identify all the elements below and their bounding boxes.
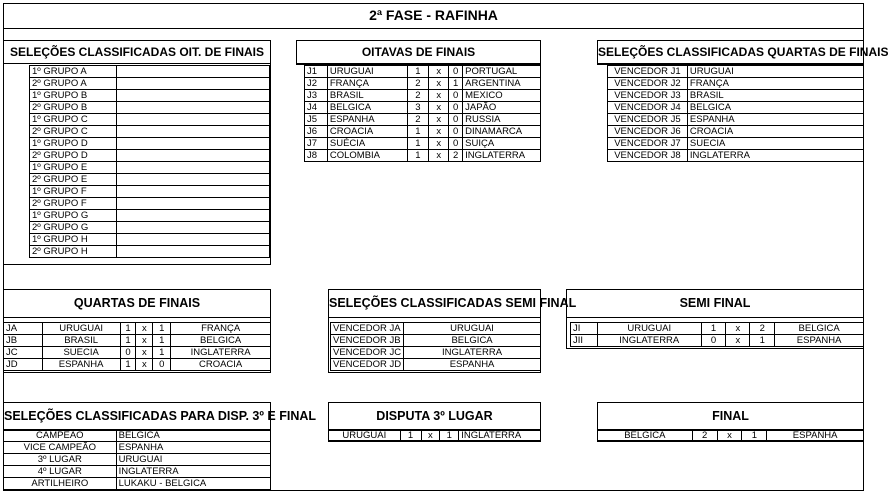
away-team: SUIÇA	[463, 138, 541, 150]
home-score: 2	[692, 430, 717, 442]
slot-label: VENCEDOR J8	[608, 150, 688, 162]
slot-label: 2º GRUPO C	[30, 126, 117, 138]
home-team: BELGICA	[327, 102, 407, 114]
team-name: ESPANHA	[116, 442, 270, 454]
semi-title: SEMI FINAL	[567, 290, 863, 318]
home-team: FRANÇA	[327, 78, 407, 90]
match-row	[305, 138, 541, 150]
home-team: URUGUAI	[327, 66, 407, 78]
classified-row	[608, 138, 864, 150]
match-row	[571, 335, 864, 347]
classified-row	[30, 174, 270, 186]
away-team: INGLATERRA	[463, 150, 541, 162]
classified-row	[30, 222, 270, 234]
sel-semi-table	[330, 322, 541, 371]
away-score: 0	[449, 102, 463, 114]
classified-row	[30, 90, 270, 102]
team-name	[116, 126, 269, 138]
away-team: ESPANHA	[775, 335, 864, 347]
home-team: COLOMBIA	[327, 150, 407, 162]
home-score: 1	[120, 335, 136, 347]
home-team: BRASIL	[327, 90, 407, 102]
sel-oitavas-table	[29, 65, 270, 258]
home-score: 1	[120, 323, 136, 335]
match-id: JB	[4, 335, 43, 347]
slot-label: VENCEDOR JD	[331, 359, 404, 371]
quartas-table	[3, 322, 271, 371]
classified-row	[30, 78, 270, 90]
classified-row	[30, 138, 270, 150]
versus: x	[136, 347, 153, 359]
classified-row	[30, 198, 270, 210]
away-team: CROACIA	[171, 359, 271, 371]
final-title: FINAL	[598, 403, 863, 431]
slot-label: VENCEDOR J5	[608, 114, 688, 126]
away-score: 1	[153, 335, 171, 347]
home-score: 2	[407, 90, 429, 102]
team-name: BRASIL	[687, 90, 863, 102]
slot-label: 2º GRUPO F	[30, 198, 117, 210]
home-score: 2	[407, 78, 429, 90]
team-name	[116, 246, 269, 258]
match-id: JI	[571, 323, 598, 335]
match-id: J6	[305, 126, 328, 138]
team-name	[116, 150, 269, 162]
away-score: 0	[153, 359, 171, 371]
team-name: BELGICA	[116, 430, 270, 442]
match-row	[305, 114, 541, 126]
classified-row	[4, 430, 271, 442]
slot-label: VENCEDOR J2	[608, 78, 688, 90]
match-row	[305, 150, 541, 162]
classified-row	[30, 246, 270, 258]
versus: x	[726, 323, 750, 335]
slot-label: VENCEDOR J7	[608, 138, 688, 150]
classified-row	[4, 442, 271, 454]
away-score: 1	[440, 430, 459, 442]
team-name	[116, 66, 269, 78]
classified-row	[608, 90, 864, 102]
slot-label: VENCEDOR JA	[331, 323, 404, 335]
away-score: 0	[449, 90, 463, 102]
away-score: 1	[153, 347, 171, 359]
team-name: FRANÇA	[687, 78, 863, 90]
classified-row	[331, 347, 541, 359]
final-table	[597, 429, 864, 442]
team-name: LUKAKU - BELGICA	[116, 478, 270, 490]
team-name: ESPANHA	[687, 114, 863, 126]
slot-label: 1º GRUPO H	[30, 234, 117, 246]
slot-label: VENCEDOR JC	[331, 347, 404, 359]
team-name	[116, 90, 269, 102]
oitavas-title: OITAVAS DE FINAIS	[297, 41, 540, 64]
team-name: SUECIA	[687, 138, 863, 150]
team-name: URUGUAI	[116, 454, 270, 466]
home-score: 1	[407, 138, 429, 150]
team-name: URUGUAI	[404, 323, 541, 335]
slot-label: 3º LUGAR	[4, 454, 117, 466]
classified-row	[4, 454, 271, 466]
away-team: ARGENTINA	[463, 78, 541, 90]
classified-row	[608, 126, 864, 138]
away-team: JAPÃO	[463, 102, 541, 114]
home-team: SUÉCIA	[327, 138, 407, 150]
team-name	[116, 138, 269, 150]
sel-semi-title: SELEÇÕES CLASSIFICADAS SEMI FINAL	[329, 290, 540, 318]
team-name	[116, 102, 269, 114]
versus: x	[429, 90, 449, 102]
team-name: INGLATERRA	[687, 150, 863, 162]
sel-quartas-panel	[597, 40, 888, 65]
slot-label: VENCEDOR J4	[608, 102, 688, 114]
slot-label: 2º GRUPO D	[30, 150, 117, 162]
slot-label: 1º GRUPO B	[30, 90, 117, 102]
team-name: URUGUAI	[687, 66, 863, 78]
home-score: 1	[400, 430, 421, 442]
match-row	[305, 102, 541, 114]
match-id: JD	[4, 359, 43, 371]
sel-oitavas-title: SELEÇÕES CLASSIFICADAS OIT. DE FINAIS	[4, 41, 270, 64]
match-row	[305, 66, 541, 78]
semi-table	[570, 322, 864, 347]
home-score: 1	[120, 359, 136, 371]
match-row	[4, 347, 271, 359]
home-team: BELGICA	[598, 430, 693, 442]
classified-row	[608, 114, 864, 126]
classified-row	[608, 102, 864, 114]
match-id: J8	[305, 150, 328, 162]
away-team: INGLATERRA	[459, 430, 541, 442]
away-score: 0	[449, 66, 463, 78]
team-name	[116, 162, 269, 174]
away-team: RUSSIA	[463, 114, 541, 126]
match-id: J3	[305, 90, 328, 102]
classified-row	[30, 210, 270, 222]
away-team: BELGICA	[775, 323, 864, 335]
classified-row	[608, 66, 864, 78]
slot-label: 2º GRUPO A	[30, 78, 117, 90]
match-row	[329, 430, 541, 442]
away-team: MEXICO	[463, 90, 541, 102]
classified-row	[608, 150, 864, 162]
away-team: BELGICA	[171, 335, 271, 347]
away-score: 1	[750, 335, 775, 347]
classified-row	[30, 114, 270, 126]
match-id: JA	[4, 323, 43, 335]
match-row	[598, 430, 864, 442]
versus: x	[429, 102, 449, 114]
home-score: 0	[120, 347, 136, 359]
slot-label: 1º GRUPO D	[30, 138, 117, 150]
classified-row	[30, 186, 270, 198]
home-score: 1	[407, 150, 429, 162]
away-score: 0	[449, 114, 463, 126]
away-score: 2	[449, 150, 463, 162]
classified-row	[30, 234, 270, 246]
match-id: J1	[305, 66, 328, 78]
versus: x	[421, 430, 440, 442]
slot-label: 2º GRUPO H	[30, 246, 117, 258]
away-score: 0	[449, 138, 463, 150]
away-team: DINAMARCA	[463, 126, 541, 138]
sel-final-title: SELEÇÕES CLASSIFICADAS PARA DISP. 3º E FINAL	[4, 403, 270, 431]
versus: x	[429, 138, 449, 150]
slot-label: 4º LUGAR	[4, 466, 117, 478]
home-team: INGLATERRA	[597, 335, 701, 347]
slot-label: VICE CAMPEÃO	[4, 442, 117, 454]
slot-label: CAMPEÃO	[4, 430, 117, 442]
versus: x	[136, 335, 153, 347]
team-name	[116, 210, 269, 222]
match-id: J2	[305, 78, 328, 90]
team-name: BELGICA	[687, 102, 863, 114]
versus: x	[136, 323, 153, 335]
slot-label: VENCEDOR JB	[331, 335, 404, 347]
home-team: CROACIA	[327, 126, 407, 138]
home-team: URUGUAI	[329, 430, 401, 442]
slot-label: 1º GRUPO C	[30, 114, 117, 126]
away-score: 2	[750, 323, 775, 335]
team-name	[116, 114, 269, 126]
sel-quartas-table	[607, 65, 864, 162]
slot-label: VENCEDOR J6	[608, 126, 688, 138]
match-row	[571, 323, 864, 335]
classified-row	[30, 162, 270, 174]
classified-row	[30, 102, 270, 114]
team-name	[116, 234, 269, 246]
match-row	[305, 126, 541, 138]
slot-label: 1º GRUPO E	[30, 162, 117, 174]
match-id: J4	[305, 102, 328, 114]
home-team: ESPANHA	[327, 114, 407, 126]
classified-row	[30, 150, 270, 162]
team-name: BELGICA	[404, 335, 541, 347]
classified-row	[30, 66, 270, 78]
away-score: 1	[449, 78, 463, 90]
match-row	[4, 323, 271, 335]
home-score: 1	[407, 126, 429, 138]
classified-row	[331, 359, 541, 371]
slot-label: VENCEDOR J1	[608, 66, 688, 78]
oitavas-table	[304, 65, 541, 162]
classified-row	[4, 466, 271, 478]
home-team: URUGUAI	[42, 323, 120, 335]
versus: x	[429, 126, 449, 138]
away-score: 1	[742, 430, 767, 442]
home-score: 2	[407, 114, 429, 126]
slot-label: 1º GRUPO F	[30, 186, 117, 198]
team-name	[116, 174, 269, 186]
away-team: ESPANHA	[767, 430, 864, 442]
match-id: J5	[305, 114, 328, 126]
team-name: INGLATERRA	[116, 466, 270, 478]
home-score: 3	[407, 102, 429, 114]
classified-row	[331, 335, 541, 347]
oitavas-panel	[296, 40, 541, 65]
quartas-title: QUARTAS DE FINAIS	[4, 290, 270, 318]
team-name	[116, 222, 269, 234]
match-row	[305, 78, 541, 90]
classified-row	[608, 78, 864, 90]
away-score: 1	[153, 323, 171, 335]
slot-label: 1º GRUPO G	[30, 210, 117, 222]
versus: x	[429, 78, 449, 90]
classified-row	[331, 323, 541, 335]
classified-row	[30, 126, 270, 138]
sel-quartas-title: SELEÇÕES CLASSIFICADAS QUARTAS DE FINAIS	[598, 41, 863, 64]
versus: x	[136, 359, 153, 371]
home-score: 1	[701, 323, 726, 335]
classified-row	[4, 478, 271, 490]
match-row	[4, 335, 271, 347]
match-id: JC	[4, 347, 43, 359]
page-title: 2ª FASE - RAFINHA	[3, 3, 864, 29]
terceiro-table	[328, 429, 541, 442]
home-score: 1	[407, 66, 429, 78]
slot-label: 2º GRUPO E	[30, 174, 117, 186]
away-team: INGLATERRA	[171, 347, 271, 359]
away-team: PORTUGAL	[463, 66, 541, 78]
home-team: SUECIA	[42, 347, 120, 359]
versus: x	[726, 335, 750, 347]
match-row	[305, 90, 541, 102]
team-name	[116, 78, 269, 90]
match-id: JII	[571, 335, 598, 347]
home-score: 0	[701, 335, 726, 347]
home-team: URUGUAI	[597, 323, 701, 335]
home-team: BRASIL	[42, 335, 120, 347]
slot-label: 1º GRUPO A	[30, 66, 117, 78]
team-name: CROACIA	[687, 126, 863, 138]
versus: x	[717, 430, 742, 442]
team-name	[116, 186, 269, 198]
team-name	[116, 198, 269, 210]
team-name: ESPANHA	[404, 359, 541, 371]
slot-label: VENCEDOR J3	[608, 90, 688, 102]
slot-label: ARTILHEIRO	[4, 478, 117, 490]
home-team: ESPANHA	[42, 359, 120, 371]
versus: x	[429, 66, 449, 78]
versus: x	[429, 150, 449, 162]
match-id: J7	[305, 138, 328, 150]
away-team: FRANÇA	[171, 323, 271, 335]
match-row	[4, 359, 271, 371]
away-score: 0	[449, 126, 463, 138]
versus: x	[429, 114, 449, 126]
slot-label: 2º GRUPO G	[30, 222, 117, 234]
sel-final-table	[3, 429, 271, 490]
terceiro-title: DISPUTA 3º LUGAR	[329, 403, 540, 431]
slot-label: 2º GRUPO B	[30, 102, 117, 114]
team-name: INGLATERRA	[404, 347, 541, 359]
